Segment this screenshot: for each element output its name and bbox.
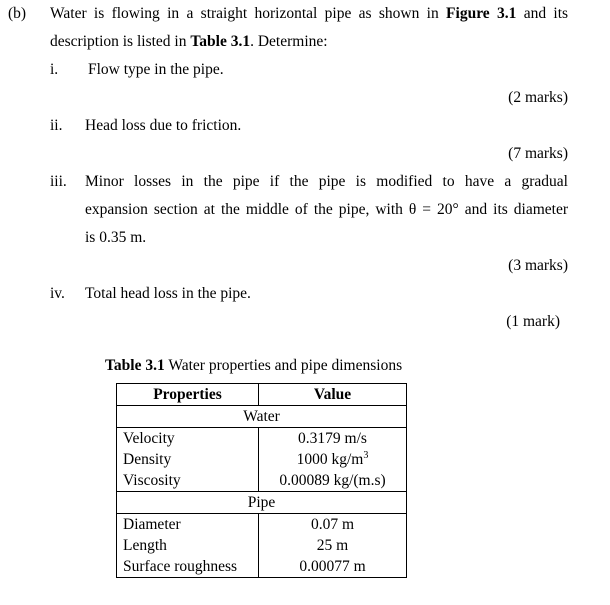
part-ii-number: ii.: [50, 117, 63, 134]
part-i-text: Flow type in the pipe.: [88, 61, 224, 78]
properties-table: [116, 383, 407, 578]
value-surface-roughness: 0.00077 m: [259, 556, 407, 578]
table-row: [117, 535, 407, 556]
prop-diameter: Diameter: [117, 514, 259, 536]
part-i-number: i.: [50, 61, 59, 78]
table-row: [117, 449, 407, 470]
prop-viscosity: Viscosity: [117, 470, 259, 492]
part-iii-line-2: expansion section at the middle of the pipe, with θ = 20° and its diameter: [85, 201, 568, 218]
part-ii-text: Head loss due to friction.: [85, 117, 242, 134]
prop-velocity: Velocity: [117, 428, 259, 450]
value-velocity: 0.3179 m/s: [259, 428, 407, 450]
value-viscosity: 0.00089 kg/(m.s): [259, 470, 407, 492]
part-iv-number: iv.: [50, 285, 65, 302]
header-properties: Properties: [117, 384, 259, 406]
table-row: [117, 556, 407, 578]
prop-density: Density: [117, 449, 259, 470]
group-pipe: Pipe: [117, 492, 407, 514]
table-row: [117, 470, 407, 492]
value-density: 1000 $kg/m^3$: [259, 449, 407, 470]
part-iv-marks: (1 mark): [506, 313, 560, 330]
group-water: Water: [117, 406, 407, 428]
prop-length: Length: [117, 535, 259, 556]
value-length: 25 m: [259, 535, 407, 556]
part-iii-line-1: Minor losses in the pipe if the pipe is modified to have a gradual: [85, 173, 568, 190]
intro-line-2: description is listed in Table 3.1. Determine:: [50, 33, 328, 50]
part-iii-number: iii.: [50, 173, 67, 190]
intro-line-1: Water is flowing in a straight horizontal pipe as shown in Figure 3.1 and its: [50, 5, 569, 22]
part-iii-marks: (3 marks): [508, 257, 568, 274]
part-ii-marks: (7 marks): [508, 145, 568, 162]
table-row: [117, 514, 407, 536]
part-iii-line-3: is 0.35 m.: [85, 229, 147, 246]
value-diameter: 0.07 m: [259, 514, 407, 536]
question-label: (b): [8, 5, 27, 22]
figure-ref: Figure 3.1: [446, 5, 517, 22]
header-value: Value: [259, 384, 407, 406]
table-row: [117, 428, 407, 450]
part-iv-text: Total head loss in the pipe.: [85, 285, 251, 302]
prop-surface-roughness: Surface roughness: [117, 556, 259, 578]
table-ref: Table 3.1: [190, 33, 251, 50]
part-i-marks: (2 marks): [508, 89, 568, 106]
table-caption: Table 3.1 Water properties and pipe dimensions: [105, 357, 403, 374]
